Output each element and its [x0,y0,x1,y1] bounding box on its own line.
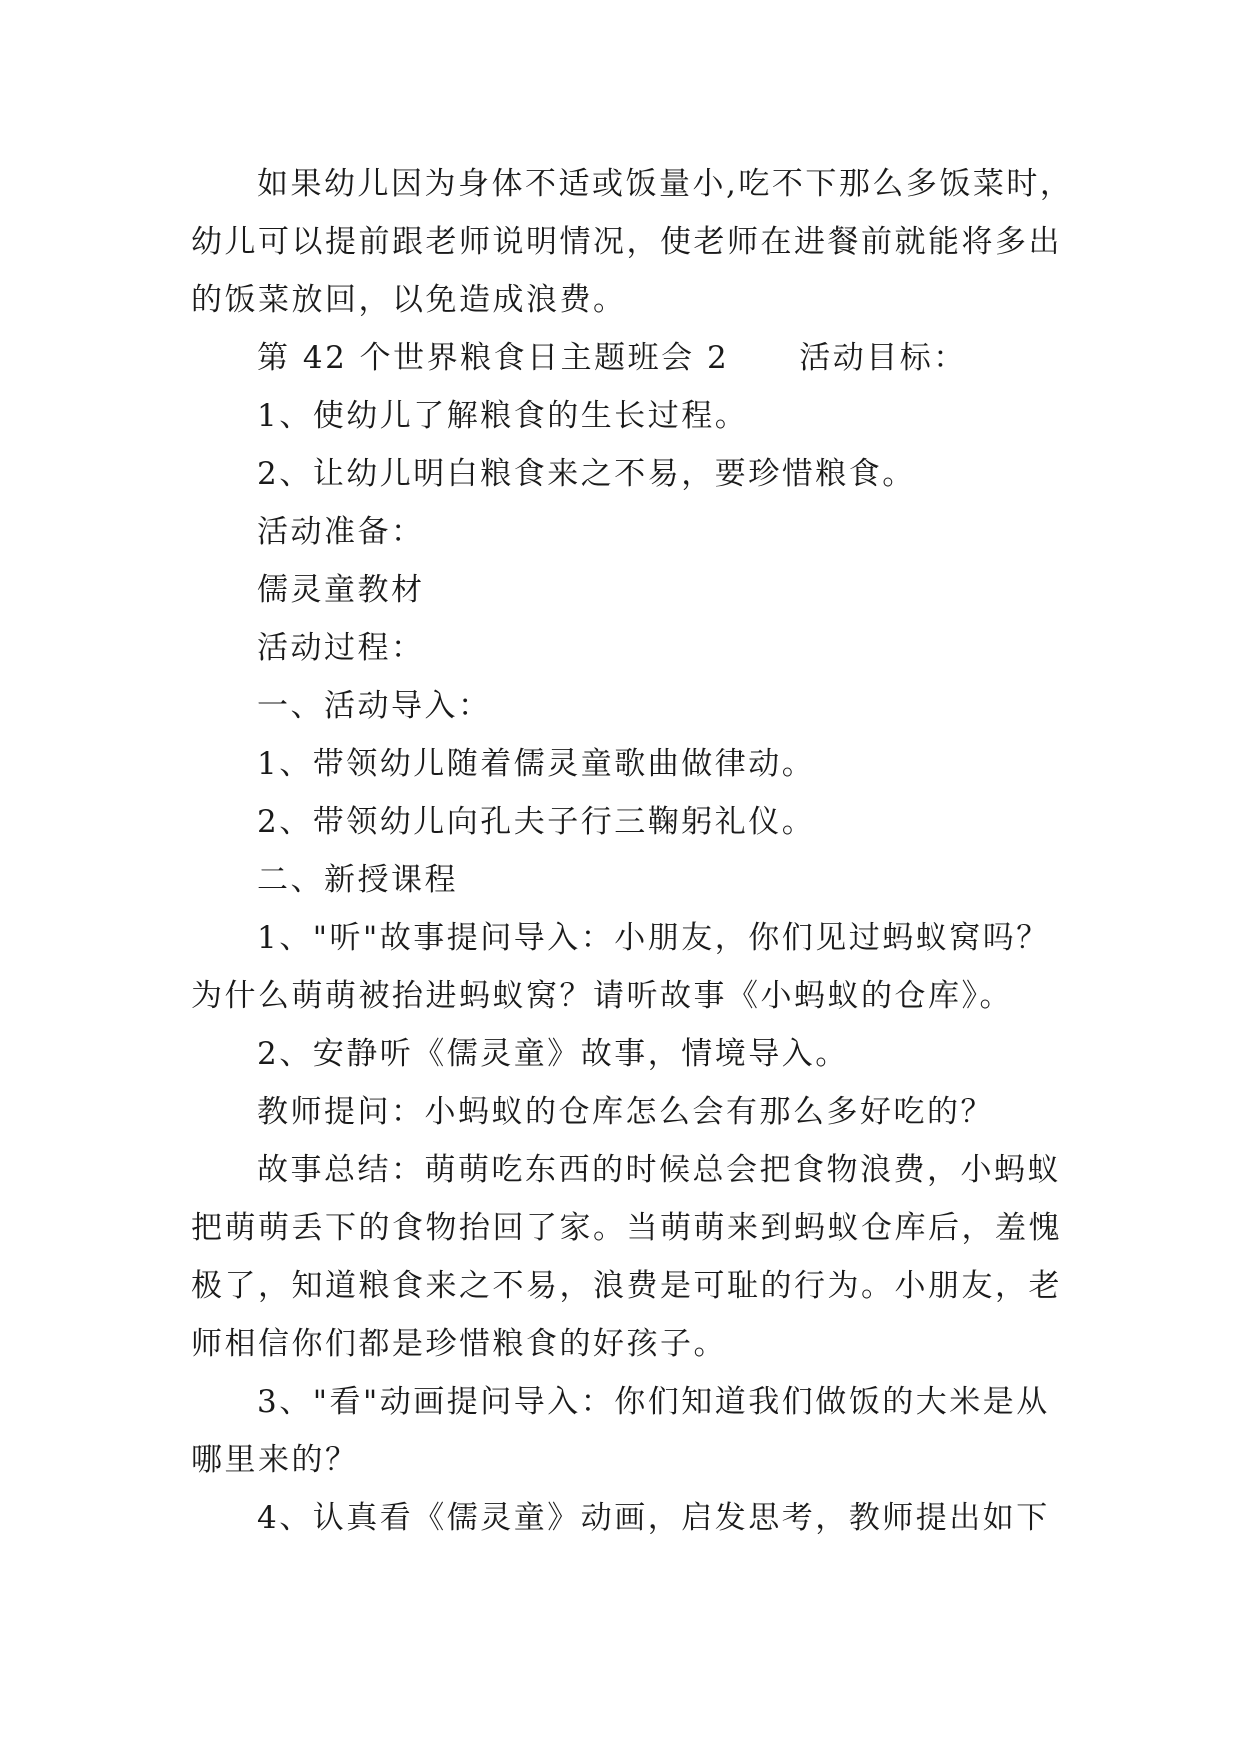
paragraph-line: 为什么萌萌被抬进蚂蚁窝？请听故事《小蚂蚁的仓库》。 [191,978,1013,1014]
list-item: 4、认真看《儒灵童》动画，启发思考，教师提出如下 [257,1500,1050,1536]
list-item: 1、带领幼儿随着儒灵童歌曲做律动。 [257,746,816,782]
paragraph-line: 儒灵童教材 [257,572,425,608]
paragraph-line: 极了，知道粮食来之不易，浪费是可耻的行为。小朋友，老 [191,1268,1062,1304]
section-title: 第 42 个世界粮食日主题班会 2 [257,340,730,376]
list-item: 1、使幼儿了解粮食的生长过程。 [257,398,749,434]
subheading: 二、新授课程 [257,862,458,898]
section-heading-line [257,338,967,378]
paragraph-line: 教师提问：小蚂蚁的仓库怎么会有那么多好吃的？ [257,1094,994,1130]
paragraph-line: 哪里来的？ [191,1442,359,1478]
paragraph-line: 幼儿可以提前跟老师说明情况，使老师在进餐前就能将多出 [191,224,1062,260]
subheading: 活动过程： [257,630,425,666]
subheading: 活动准备： [257,514,425,550]
paragraph-line: 把萌萌丢下的食物抬回了家。当萌萌来到蚂蚁仓库后，羞愧 [191,1210,1062,1246]
list-item: 1、"听"故事提问导入：小朋友，你们见过蚂蚁窝吗？ [257,920,1050,956]
subheading: 一、活动导入： [257,688,492,724]
activity-goals-label: 活动目标： [799,340,967,376]
list-item: 3、"看"动画提问导入：你们知道我们做饭的大米是从 [257,1384,1050,1420]
list-item: 2、安静听《儒灵童》故事，情境导入。 [257,1036,849,1072]
paragraph-line: 如果幼儿因为身体不适或饭量小,吃不下那么多饭菜时， [257,166,1074,202]
list-item: 2、让幼儿明白粮食来之不易，要珍惜粮食。 [257,456,916,492]
paragraph-line: 的饭菜放回，以免造成浪费。 [191,282,627,318]
list-item: 2、带领幼儿向孔夫子行三鞠躬礼仪。 [257,804,816,840]
paragraph-line: 师相信你们都是珍惜粮食的好孩子。 [191,1326,727,1362]
paragraph-line: 故事总结：萌萌吃东西的时候总会把食物浪费，小蚂蚁 [257,1152,1061,1188]
